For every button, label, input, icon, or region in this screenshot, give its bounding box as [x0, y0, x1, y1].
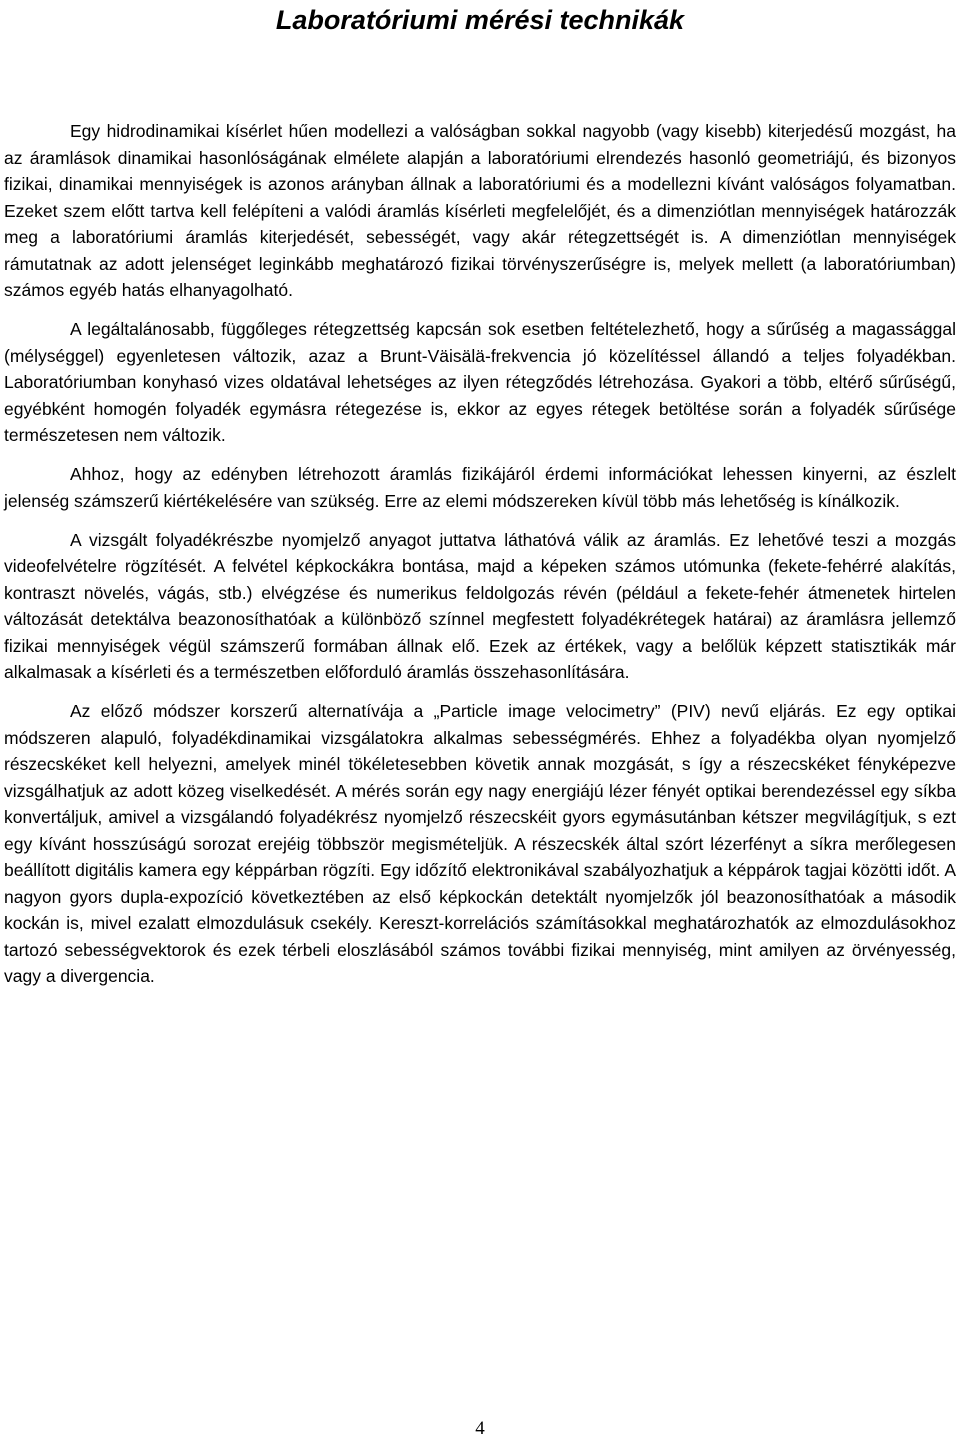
- paragraph-piv: Az előző módszer korszerű alternatívája a „Particle image velocimetry” (PIV) nevű eljárás. Ez egy optikai módszeren alapuló, folyadékdinamikai vizsgálatokra alkalmas sebességmérés. Ehhez a folyadékba olyan nyomjelző részecskéket kell helyezni, amelyek minél tökéletesebben követik annak mozgását, s így a részecskéket fényképezve vizsgálhatjuk az adott közeg viselkedését. A mérés során egy nagy energiájú lézer fényét optikai berendezéssel egy síkba konvertáljuk, amivel a vizsgálandó folyadékrész nyomjelző részecskéit gyors egymásutánban kétszer megvilágítjuk, s ezt egy kívánt hosszúságú sorozat erejéig többször megismételjük. A részecskék által szórt lézerfényt a síkra merőlegesen beállított digitális kamera egy képpárban rögzíti. Egy időzítő elektronikával szabályozhatjuk a képpárok tagjai közötti időt. A nagyon gyors dupla-expozíció következtében az első képkockán detektált nyomjelzők jól beazonosíthatóak a második kockán is, mivel ezalatt elmozdulásuk csekély. Kereszt-korrelációs számításokkal meghatározhatók az elmozdulásokhoz tartozó sebességvektorok és ezek térbeli eloszlásából számos további fizikai mennyiség, mint amilyen az örvényesség, vagy a divergencia.: [4, 701, 956, 986]
- paragraph-dimensionless-similarity: Egy hidrodinamikai kísérlet hűen modellezi a valóságban sokkal nagyobb (vagy kisebb) kiterjedésű mozgást, ha az áramlások dinamikai hasonlóságának elmélete alapján a laboratóriumi elrendezés hasonló geometriájú, és bizonyos fizikai, dinamikai mennyiségek is azonos arányban állnak a laboratóriumi és a modellezni kívánt valóságos folyamatban. Ezeket szem előtt tartva kell felépíteni a valódi áramlás kísérleti megfelelőjét, és a dimenziótlan mennyiségek határozzák meg a laboratóriumi áramlás kiterjedését, sebességét, vagy akár rétegzettségét is. A dimenziótlan mennyiségek rámutatnak az adott jelenséget leginkább meghatározó fizikai törvényszerűségre is, melyek mellett (a laboratóriumban) számos egyéb hatás elhanyagolható.: [4, 121, 956, 300]
- body-text: [4, 118, 956, 1002]
- paragraph-tracer-video: A vizsgált folyadékrészbe nyomjelző anyagot juttatva láthatóvá válik az áramlás. Ez lehetővé teszi a mozgás videofelvételre rögzítését. A felvétel képkockákra bontása, majd a képeken számos utómunka (fekete-fehérré alakítás, kontraszt növelés, vágás, stb.) elvégzése és numerikus feldolgozás révén (például a fekete-fehér átmenetek hirtelen változását detektálva beazonosíthatóak a különböző színnel megfestett folyadékrétegek határai) az áramlásra jellemző fizikai mennyiségek végül számszerű formában állnak elő. Ezek az értékek, vagy a belőlük képzett statisztikák már alkalmasak a kísérleti és a természetben előforduló áramlás összehasonlítására.: [4, 529, 956, 682]
- page-title: Laboratóriumi mérési technikák: [275, 5, 685, 35]
- page-number: 4: [475, 1418, 485, 1439]
- paragraph-stratification: A legáltalánosabb, függőleges rétegzettség kapcsán sok esetben feltételezhető, hogy a sűrűség a magassággal (mélységgel) egyenletesen változik, azaz a Brunt-Väisälä-frekvencia jó közelítéssel állandó a teljes folyadékban. Laboratóriumban konyhasó vizes oldatával lehetséges az ilyen rétegződés létrehozása. Gyakori a több, eltérő sűrűségű, egyébként homogén folyadék egymásra rétegezése is, ekkor az egyes rétegek betöltése során a folyadék sűrűsége természetesen nem változik.: [4, 319, 956, 445]
- paragraph-evaluation: Ahhoz, hogy az edényben létrehozott áramlás fizikájáról érdemi információkat lehessen kinyerni, az észlelt jelenség számszerű kiértékelésére van szükség. Erre az elemi módszereken kívül több más lehetőség is kínálkozik.: [4, 464, 956, 511]
